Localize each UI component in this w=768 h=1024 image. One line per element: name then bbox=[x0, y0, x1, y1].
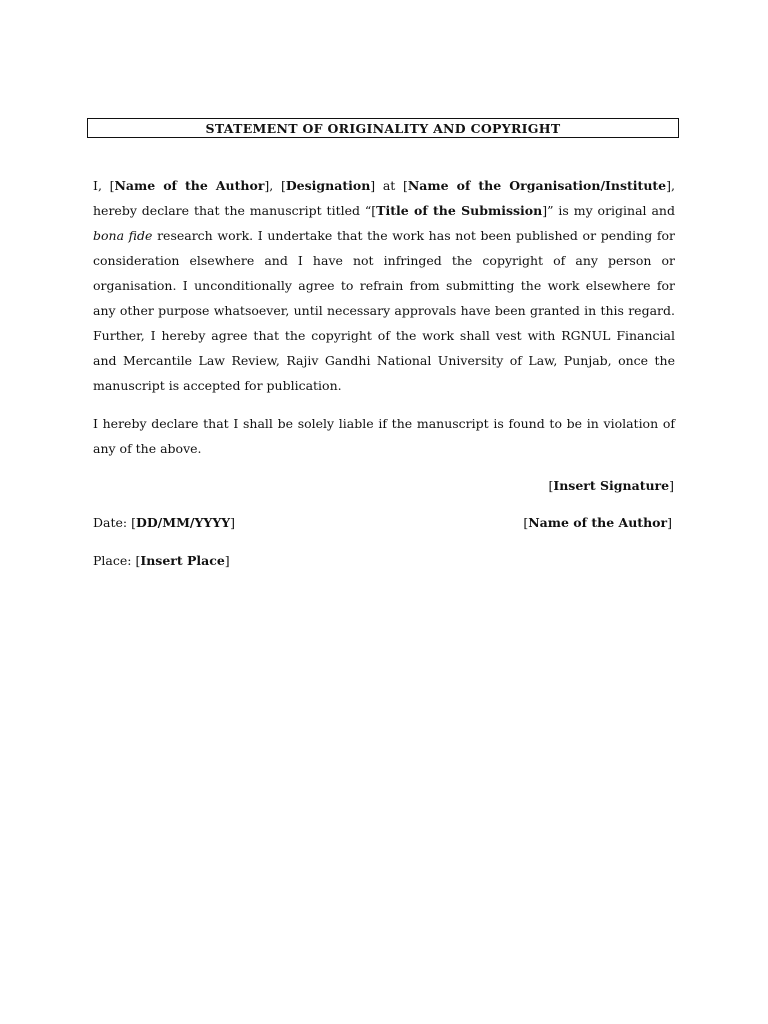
signature-placeholder: Insert Signature bbox=[553, 478, 670, 493]
place-label: Place: bbox=[93, 553, 136, 568]
document-title: STATEMENT OF ORIGINALITY AND COPYRIGHT bbox=[205, 120, 561, 136]
p1-text-3: ] at [ bbox=[370, 178, 408, 193]
date-label: Date: bbox=[93, 515, 132, 530]
signature-line: [Insert Signature] bbox=[548, 478, 674, 493]
place-line: Place: [Insert Place] bbox=[93, 553, 230, 568]
p1-text-2: ], [ bbox=[264, 178, 286, 193]
title-box bbox=[87, 118, 679, 138]
submission-title-placeholder: Title of the Submission bbox=[376, 203, 543, 218]
organisation-placeholder: Name of the Organisation/Institute bbox=[407, 178, 667, 193]
designation-placeholder: Designation bbox=[285, 178, 371, 193]
p1-text-4: ], hereby declare that the manuscript titled “[ bbox=[93, 178, 675, 218]
author-signoff-placeholder: Name of the Author bbox=[528, 515, 668, 530]
date-line: Date: [DD/MM/YYYY] bbox=[93, 515, 236, 530]
p1-text-6: research work. I undertake that the work has not been published or pending for consideration elsewhere and I have not infringed the copyright of any person or organisation. I unconditionally agree to refrain from submitting the work elsewhere for any other purpose whatsoever, until necessary approvals have been granted in this regard. Further, I hereby agree that the copyright of the work shall vest with RGNUL Financial and Mercantile Law Review, Rajiv Gandhi National University of Law, Punjab, once the manuscript is accepted for publication. bbox=[93, 228, 675, 393]
p1-text-5: ]” is my original and bbox=[542, 203, 675, 218]
author-signoff-line: [Name of the Author] bbox=[523, 515, 672, 530]
declaration-paragraph bbox=[93, 173, 675, 398]
place-placeholder: Insert Place bbox=[140, 553, 225, 568]
p1-text-1: I, [ bbox=[93, 178, 115, 193]
liability-paragraph: I hereby declare that I shall be solely liable if the manuscript is found to be in violation of any of the above. bbox=[93, 416, 675, 456]
date-placeholder: DD/MM/YYYY bbox=[135, 515, 231, 530]
bona-fide-text: bona fide bbox=[93, 228, 153, 243]
author-placeholder: Name of the Author bbox=[114, 178, 265, 193]
